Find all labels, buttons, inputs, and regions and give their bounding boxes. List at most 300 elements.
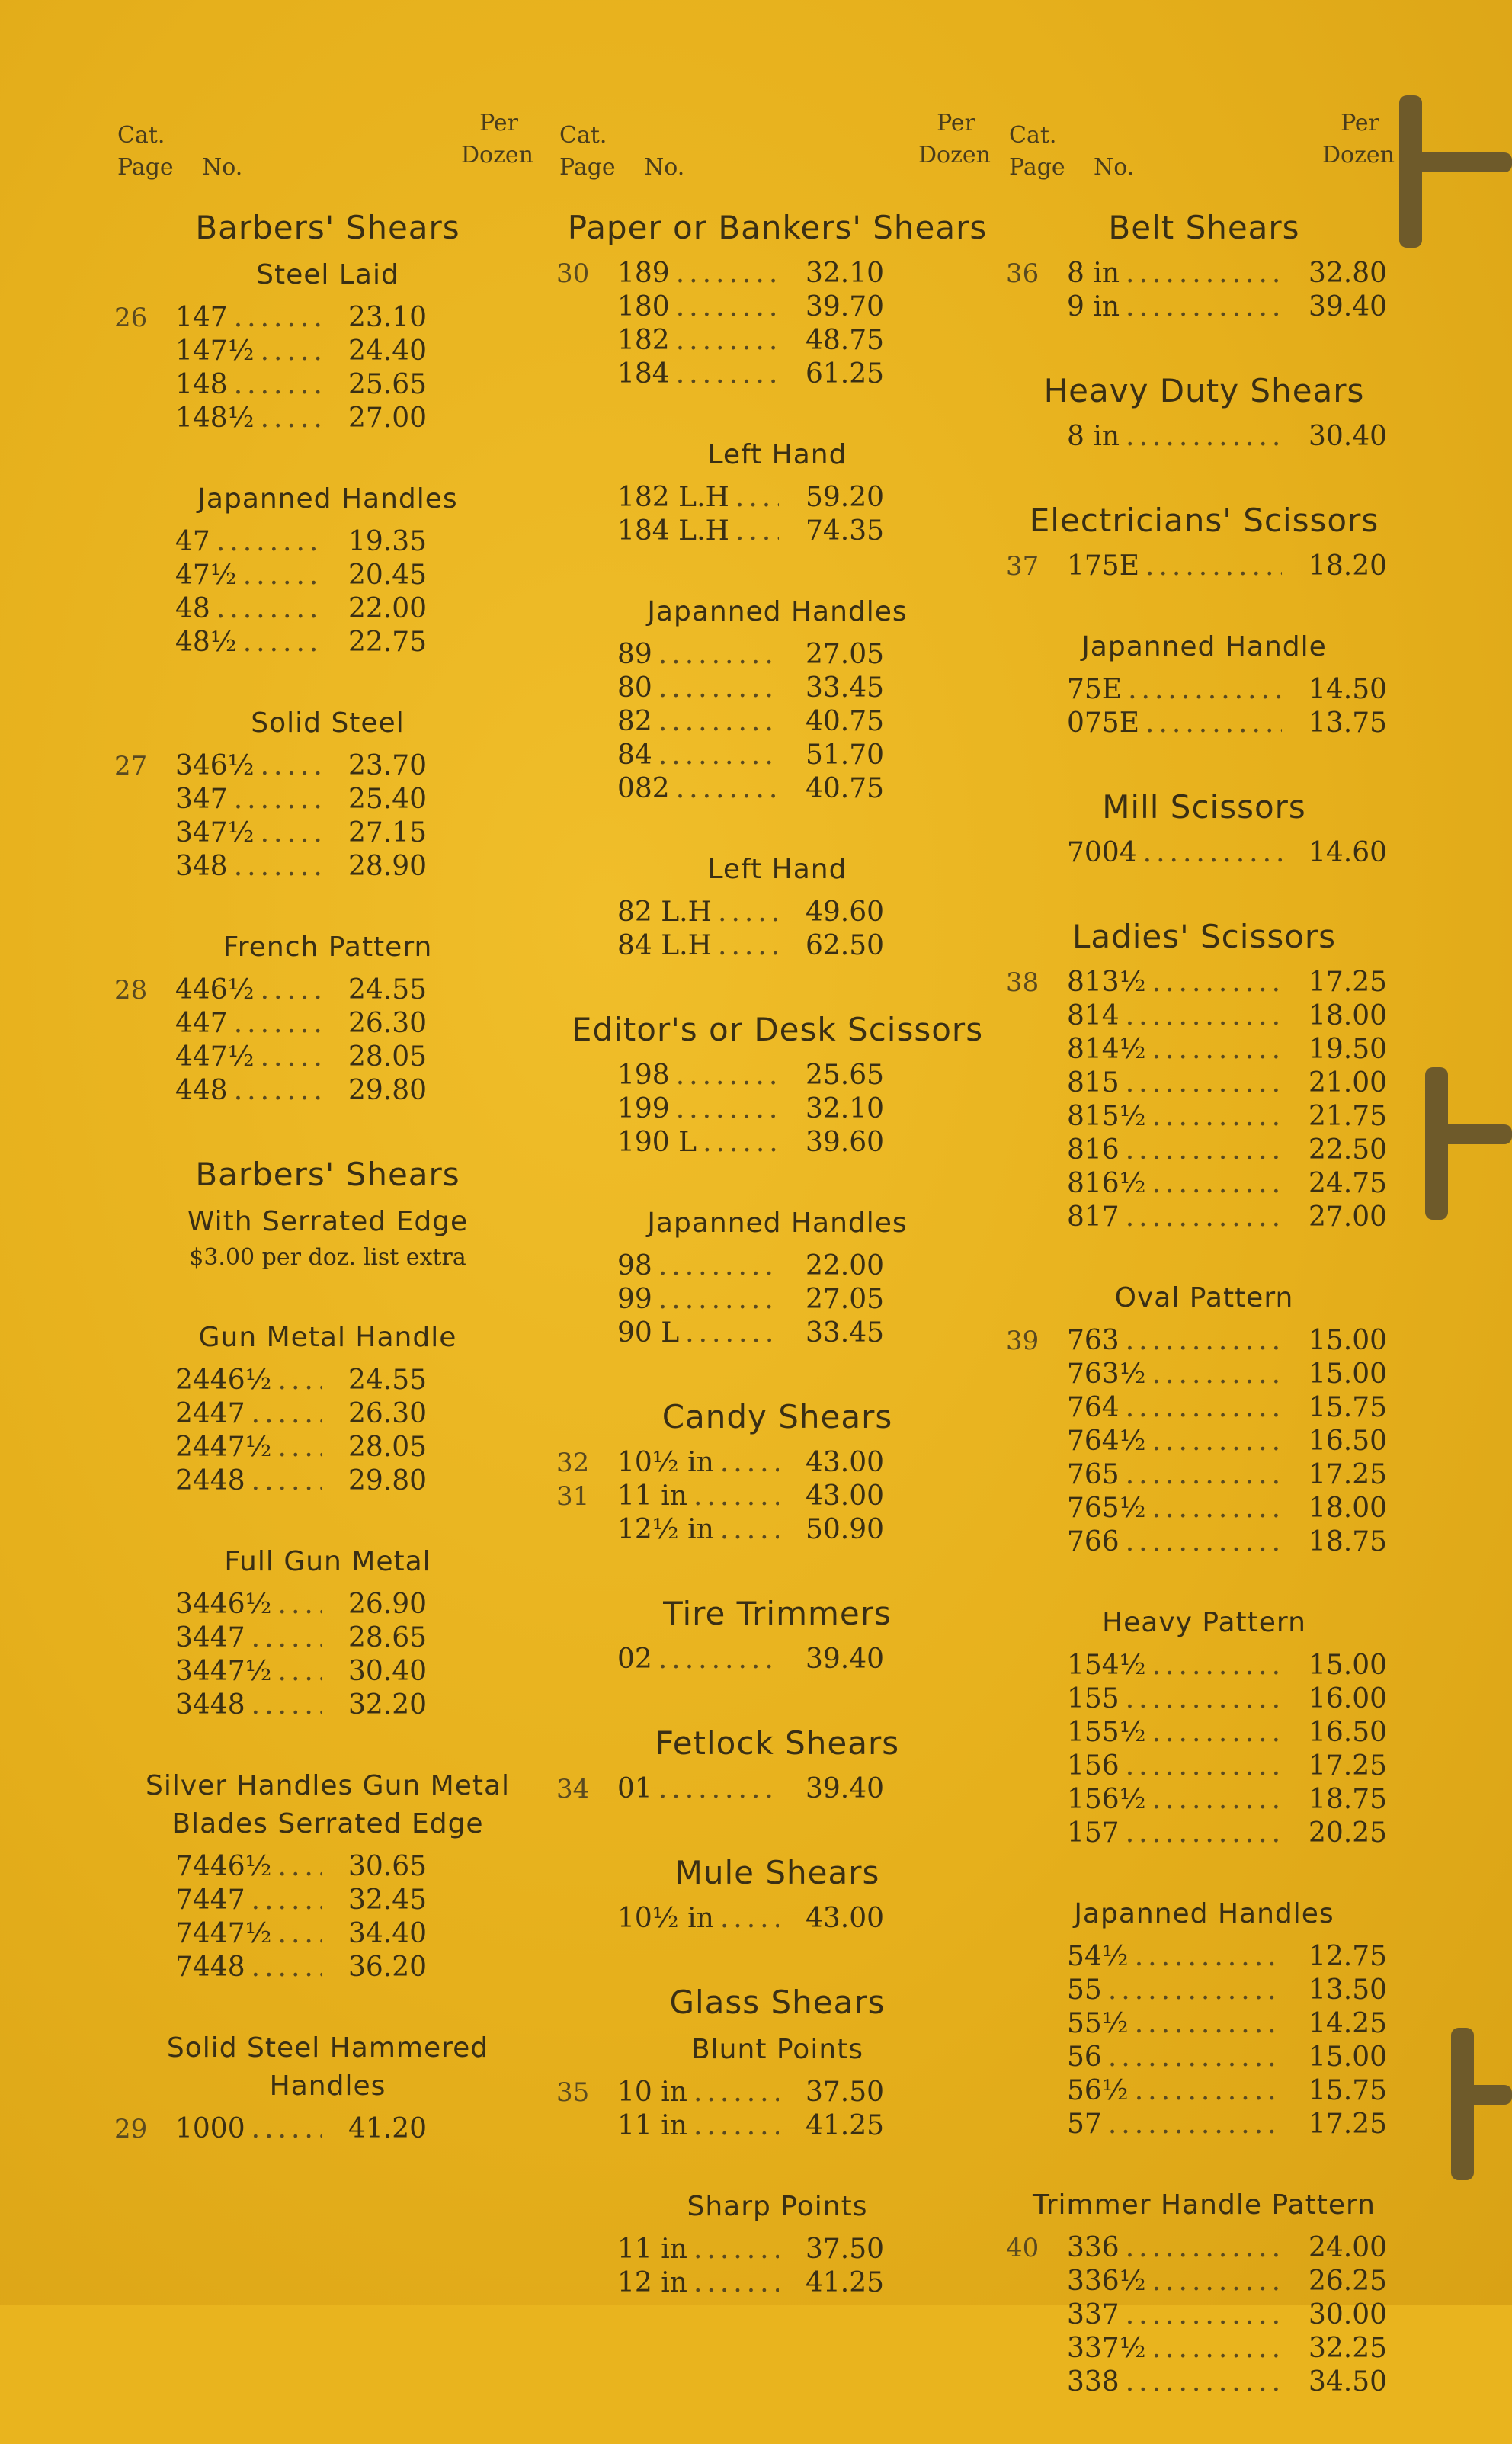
price-per-dozen: 39.40	[805, 1773, 884, 1804]
catalog-page-number: 37	[1006, 551, 1040, 582]
price-row	[556, 672, 998, 706]
price-row	[114, 302, 541, 335]
item-number: 814½	[1067, 1034, 1146, 1065]
price-row	[1006, 1000, 1402, 1034]
price-per-dozen: 39.40	[805, 1644, 884, 1675]
section-subheading: Solid Steel Hammered Handles	[166, 2032, 489, 2102]
price-per-dozen: 50.90	[805, 1514, 884, 1545]
price-per-dozen: 20.25	[1308, 1817, 1387, 1849]
price-per-dozen: 13.75	[1308, 707, 1387, 739]
leader-dots	[251, 1398, 322, 1429]
leader-dots	[1152, 1168, 1282, 1199]
item-number: 57	[1067, 2109, 1102, 2140]
price-per-dozen: 14.50	[1308, 674, 1387, 705]
leader-dots	[261, 403, 322, 434]
leader-dots	[1126, 1325, 1282, 1356]
price-per-dozen: 27.05	[805, 1284, 884, 1315]
leader-dots	[261, 974, 322, 1006]
price-row	[1006, 2075, 1402, 2109]
price-list	[114, 302, 541, 436]
section-subheading: Oval Pattern	[1114, 1282, 1294, 1313]
leader-dots	[1135, 2008, 1282, 2039]
catalog-section	[114, 2029, 541, 2147]
catalog-section	[556, 2188, 998, 2301]
price-per-dozen: 61.25	[805, 358, 884, 390]
leader-dots	[278, 1589, 322, 1620]
catalog-page-number: 26	[114, 303, 148, 333]
number-label: No.	[1094, 154, 1135, 181]
price-list	[1006, 1650, 1402, 1851]
price-row	[1006, 707, 1402, 741]
item-number: 347	[175, 784, 228, 815]
leader-dots	[251, 2113, 322, 2144]
item-number: 816½	[1067, 1168, 1146, 1199]
price-per-dozen: 16.50	[1308, 1717, 1387, 1748]
per-label: Per	[937, 110, 975, 136]
price-row	[1006, 1493, 1402, 1526]
item-number: 814	[1067, 1000, 1120, 1031]
section-subheading: Japanned Handles	[647, 596, 908, 627]
section-heading: Heavy Duty Shears	[1043, 372, 1365, 409]
section-heading: Editor's or Desk Scissors	[571, 1011, 984, 1048]
item-number: 01	[617, 1773, 652, 1804]
item-number: 98	[617, 1250, 652, 1281]
item-number: 48½	[175, 627, 237, 658]
catalog-page-number: 28	[114, 975, 148, 1006]
section-subheading: Full Gun Metal	[224, 1546, 431, 1577]
leader-dots	[718, 896, 779, 928]
leader-dots	[1126, 2366, 1282, 2397]
item-number: 7446½	[175, 1851, 272, 1882]
item-number: 3446½	[175, 1589, 272, 1620]
price-row	[556, 1644, 998, 1677]
price-row	[114, 526, 541, 560]
price-list	[114, 1851, 541, 1985]
item-number: 47	[175, 526, 210, 557]
item-number: 180	[617, 291, 670, 322]
leader-dots	[735, 482, 779, 513]
price-row	[114, 974, 541, 1008]
leader-dots	[1152, 2266, 1282, 2297]
leader-dots	[703, 1127, 779, 1158]
leader-dots	[1108, 2109, 1282, 2140]
price-per-dozen: 17.25	[1308, 2109, 1387, 2140]
item-number: 765½	[1067, 1493, 1146, 1524]
catalog-page-number: 38	[1006, 967, 1040, 998]
price-row	[114, 1851, 541, 1884]
leader-dots	[676, 258, 779, 289]
price-row	[1006, 1358, 1402, 1392]
price-list	[556, 2234, 998, 2301]
price-per-dozen: 32.45	[348, 1884, 427, 1916]
leader-dots	[658, 706, 779, 737]
catalog-page-number: 27	[114, 751, 148, 781]
section-heading: Mule Shears	[674, 1854, 880, 1891]
price-list	[556, 258, 998, 392]
leader-dots	[234, 851, 322, 882]
catalog-section	[114, 1319, 541, 1499]
section-subheading: Steel Laid	[256, 259, 399, 290]
item-number: 763	[1067, 1325, 1120, 1356]
item-number: 7004	[1067, 837, 1137, 868]
catalog-page-number: 34	[556, 1774, 590, 1804]
leader-dots	[234, 1008, 322, 1039]
price-row	[556, 1903, 998, 1936]
item-number: 3447	[175, 1622, 245, 1653]
item-number: 7447½	[175, 1918, 272, 1949]
item-number: 154½	[1067, 1650, 1146, 1681]
leader-dots	[1126, 1000, 1282, 1031]
item-number: 337½	[1067, 2333, 1146, 2364]
leader-dots	[685, 1317, 779, 1349]
price-per-dozen: 21.00	[1308, 1067, 1387, 1099]
price-list	[556, 1644, 998, 1677]
dozen-label: Dozen	[1322, 142, 1395, 168]
leader-dots	[1108, 1974, 1282, 2006]
leader-dots	[243, 627, 322, 658]
price-row	[1006, 2008, 1402, 2041]
price-per-dozen: 24.40	[348, 335, 427, 367]
leader-dots	[676, 358, 779, 390]
price-row	[1006, 674, 1402, 707]
price-list	[1006, 1941, 1402, 2142]
cat-label: Cat.	[117, 122, 165, 149]
price-per-dozen: 17.25	[1308, 1459, 1387, 1490]
item-number: 155	[1067, 1683, 1120, 1714]
catalog-section	[1006, 785, 1402, 871]
price-per-dozen: 22.50	[1308, 1134, 1387, 1166]
price-per-dozen: 14.60	[1308, 837, 1387, 868]
price-per-dozen: 18.00	[1308, 1493, 1387, 1524]
price-per-dozen: 30.00	[1308, 2299, 1387, 2330]
price-row	[556, 739, 998, 773]
item-number: 075E	[1067, 707, 1139, 739]
item-number: 348	[175, 851, 228, 882]
item-number: 148½	[175, 403, 255, 434]
price-row	[556, 1284, 998, 1317]
price-list	[1006, 967, 1402, 1235]
item-number: 815	[1067, 1067, 1120, 1099]
item-number: 11 in	[617, 1480, 687, 1512]
price-row	[1006, 1101, 1402, 1134]
price-row	[114, 1398, 541, 1432]
section-subheading: Trimmer Handle Pattern	[1033, 2189, 1376, 2221]
price-row	[556, 1093, 998, 1127]
leader-dots	[1126, 1526, 1282, 1557]
leader-dots	[1152, 1650, 1282, 1681]
section-subheading: Japanned Handle	[1081, 631, 1327, 662]
leader-dots	[1152, 1784, 1282, 1815]
leader-dots	[234, 302, 322, 333]
price-per-dozen: 40.75	[805, 706, 884, 737]
item-number: 816	[1067, 1134, 1120, 1166]
price-per-dozen: 28.05	[348, 1432, 427, 1463]
price-list	[114, 1365, 541, 1499]
price-list	[556, 1250, 998, 1351]
column-3	[1006, 107, 1402, 2444]
price-per-dozen: 25.65	[805, 1060, 884, 1091]
price-per-dozen: 18.75	[1308, 1526, 1387, 1557]
leader-dots	[216, 526, 322, 557]
item-number: 10½ in	[617, 1903, 714, 1934]
price-row	[556, 1447, 998, 1480]
leader-dots	[278, 1432, 322, 1463]
price-row	[1006, 421, 1402, 454]
section-note: $3.00 per doz. list extra	[189, 1244, 466, 1271]
price-per-dozen: 24.55	[348, 1365, 427, 1396]
price-row	[556, 2267, 998, 2301]
item-number: 336	[1067, 2232, 1120, 2263]
price-per-dozen: 27.05	[805, 639, 884, 670]
price-row	[114, 627, 541, 660]
price-per-dozen: 27.00	[348, 403, 427, 434]
price-list	[556, 482, 998, 549]
catalog-section	[556, 1981, 998, 2144]
item-number: 766	[1067, 1526, 1120, 1557]
leader-dots	[251, 1622, 322, 1653]
price-per-dozen: 48.75	[805, 325, 884, 356]
section-heading: Paper or Bankers' Shears	[567, 209, 988, 246]
leader-dots	[1108, 2041, 1282, 2073]
catalog-section	[114, 1767, 541, 1985]
leader-dots	[1126, 1459, 1282, 1490]
number-label: No.	[644, 154, 685, 181]
catalog-section	[1006, 2186, 1402, 2400]
price-row	[1006, 1426, 1402, 1459]
item-number: 813½	[1067, 967, 1146, 998]
price-per-dozen: 32.80	[1308, 258, 1387, 289]
section-heading: Electricians' Scissors	[1029, 502, 1379, 539]
price-per-dozen: 40.75	[805, 773, 884, 804]
item-number: 80	[617, 672, 652, 704]
price-list	[1006, 1325, 1402, 1560]
leader-dots	[1126, 1817, 1282, 1849]
binder-tab-bottom-arm	[1451, 2085, 1512, 2105]
column-header	[114, 107, 541, 206]
price-row	[1006, 1526, 1402, 1560]
price-per-dozen: 23.70	[348, 750, 427, 781]
price-row	[114, 1622, 541, 1656]
catalog-section	[556, 1204, 998, 1351]
section-subheading: Japanned Handles	[197, 483, 458, 515]
price-row	[1006, 2333, 1402, 2366]
leader-dots	[658, 639, 779, 670]
leader-dots	[1128, 674, 1282, 705]
price-row	[556, 1480, 998, 1514]
leader-dots	[1152, 967, 1282, 998]
price-list	[1006, 550, 1402, 584]
price-per-dozen: 24.55	[348, 974, 427, 1006]
price-row	[114, 1432, 541, 1465]
column-header	[556, 107, 998, 206]
price-row	[114, 335, 541, 369]
leader-dots	[278, 1851, 322, 1882]
price-per-dozen: 26.25	[1308, 2266, 1387, 2297]
price-row	[556, 358, 998, 392]
leader-dots	[718, 930, 779, 961]
price-row	[556, 1127, 998, 1160]
item-number: 8 in	[1067, 421, 1120, 452]
section-heading: Candy Shears	[662, 1398, 893, 1435]
price-list	[1006, 674, 1402, 741]
item-number: 346½	[175, 750, 255, 781]
item-number: 47½	[175, 560, 237, 591]
price-per-dozen: 41.25	[805, 2267, 884, 2298]
price-row	[1006, 2366, 1402, 2400]
price-per-dozen: 25.65	[348, 369, 427, 400]
price-row	[1006, 1683, 1402, 1717]
price-per-dozen: 37.50	[805, 2077, 884, 2108]
leader-dots	[251, 1465, 322, 1496]
price-per-dozen: 24.00	[1308, 2232, 1387, 2263]
price-row	[1006, 1717, 1402, 1750]
catalog-page-number: 35	[556, 2077, 590, 2108]
number-label: No.	[202, 154, 243, 181]
catalog-section	[114, 704, 541, 884]
price-per-dozen: 51.70	[805, 739, 884, 771]
section-subheading: Solid Steel	[251, 707, 405, 739]
cat-label: Cat.	[559, 122, 607, 149]
leader-dots	[251, 1884, 322, 1916]
item-number: 199	[617, 1093, 670, 1124]
price-list	[556, 2077, 998, 2144]
price-per-dozen: 43.00	[805, 1480, 884, 1512]
leader-dots	[694, 1480, 779, 1512]
leader-dots	[261, 335, 322, 367]
price-per-dozen: 39.40	[1308, 291, 1387, 322]
leader-dots	[720, 1447, 779, 1478]
leader-dots	[658, 1773, 779, 1804]
price-per-dozen: 34.50	[1308, 2366, 1387, 2397]
item-number: 10½ in	[617, 1447, 714, 1478]
price-row	[1006, 1034, 1402, 1067]
price-row	[1006, 2232, 1402, 2266]
price-row	[1006, 967, 1402, 1000]
item-number: 12 in	[617, 2267, 687, 2298]
catalog-section	[556, 1721, 998, 1807]
price-per-dozen: 13.50	[1308, 1974, 1387, 2006]
catalog-section	[1006, 369, 1402, 454]
price-per-dozen: 15.75	[1308, 1392, 1387, 1423]
leader-dots	[658, 672, 779, 704]
price-per-dozen: 16.00	[1308, 1683, 1387, 1714]
item-number: 815½	[1067, 1101, 1146, 1132]
price-row	[1006, 2299, 1402, 2333]
price-per-dozen: 25.40	[348, 784, 427, 815]
price-row	[114, 369, 541, 403]
section-subheading: Japanned Handles	[1074, 1898, 1334, 1929]
price-per-dozen: 28.05	[348, 1041, 427, 1073]
price-row	[556, 706, 998, 739]
leader-dots	[694, 2267, 779, 2298]
price-list	[1006, 2232, 1402, 2400]
price-row	[1006, 1168, 1402, 1201]
price-row	[114, 1918, 541, 1952]
item-number: 817	[1067, 1201, 1120, 1233]
leader-dots	[694, 2077, 779, 2108]
item-number: 2448	[175, 1465, 245, 1496]
price-per-dozen: 29.80	[348, 1075, 427, 1106]
price-per-dozen: 27.15	[348, 817, 427, 848]
catalog-section	[1006, 1279, 1402, 1560]
price-row	[556, 325, 998, 358]
dozen-label: Dozen	[461, 142, 533, 168]
item-number: 347½	[175, 817, 255, 848]
price-row	[114, 1689, 541, 1723]
catalog-section	[556, 436, 998, 549]
price-row	[556, 2077, 998, 2110]
item-number: 156½	[1067, 1784, 1146, 1815]
price-per-dozen: 59.20	[805, 482, 884, 513]
catalog-section	[114, 480, 541, 660]
price-per-dozen: 41.20	[348, 2113, 427, 2144]
price-row	[556, 930, 998, 964]
price-row	[556, 896, 998, 930]
price-row	[1006, 1650, 1402, 1683]
section-subheading: French Pattern	[223, 932, 433, 963]
catalog-page-number: 30	[556, 258, 590, 289]
leader-dots	[658, 739, 779, 771]
catalog-section	[556, 1592, 998, 1677]
catalog-section	[556, 206, 998, 392]
price-per-dozen: 24.75	[1308, 1168, 1387, 1199]
price-row	[114, 1365, 541, 1398]
item-number: 448	[175, 1075, 228, 1106]
price-row	[1006, 1459, 1402, 1493]
leader-dots	[234, 784, 322, 815]
price-per-dozen: 36.20	[348, 1952, 427, 1983]
price-per-dozen: 15.00	[1308, 1325, 1387, 1356]
leader-dots	[234, 369, 322, 400]
price-row	[114, 1884, 541, 1918]
price-row	[1006, 1941, 1402, 1974]
price-per-dozen: 39.60	[805, 1127, 884, 1158]
leader-dots	[1152, 1717, 1282, 1748]
price-per-dozen: 43.00	[805, 1903, 884, 1934]
price-row	[114, 750, 541, 784]
catalog-section	[556, 1395, 998, 1548]
section-heading: Barbers' Shears	[195, 209, 460, 246]
price-per-dozen: 15.75	[1308, 2075, 1387, 2106]
leader-dots	[735, 515, 779, 547]
section-subheading: Left Hand	[707, 439, 847, 470]
section-subheading: Sharp Points	[687, 2191, 868, 2222]
price-per-dozen: 34.40	[348, 1918, 427, 1949]
leader-dots	[1126, 258, 1282, 289]
per-label: Per	[1341, 110, 1379, 136]
item-number: 82 L.H	[617, 896, 712, 928]
price-row	[556, 773, 998, 807]
item-number: 175E	[1067, 550, 1139, 582]
page-label: Page	[117, 154, 174, 181]
price-list	[1006, 258, 1402, 325]
price-row	[1006, 291, 1402, 325]
item-number: 182	[617, 325, 670, 356]
leader-dots	[658, 1644, 779, 1675]
price-per-dozen: 43.00	[805, 1447, 884, 1478]
price-per-dozen: 15.00	[1308, 1650, 1387, 1681]
price-row	[1006, 2109, 1402, 2142]
item-number: 02	[617, 1644, 652, 1675]
per-label: Per	[479, 110, 518, 136]
section-heading: Fetlock Shears	[655, 1724, 900, 1762]
catalog-section	[556, 851, 998, 964]
catalog-page-number: 36	[1006, 258, 1040, 289]
catalog-page-number: 39	[1006, 1326, 1040, 1356]
catalog-section	[556, 593, 998, 807]
item-number: 10 in	[617, 2077, 687, 2108]
item-number: 447½	[175, 1041, 255, 1073]
